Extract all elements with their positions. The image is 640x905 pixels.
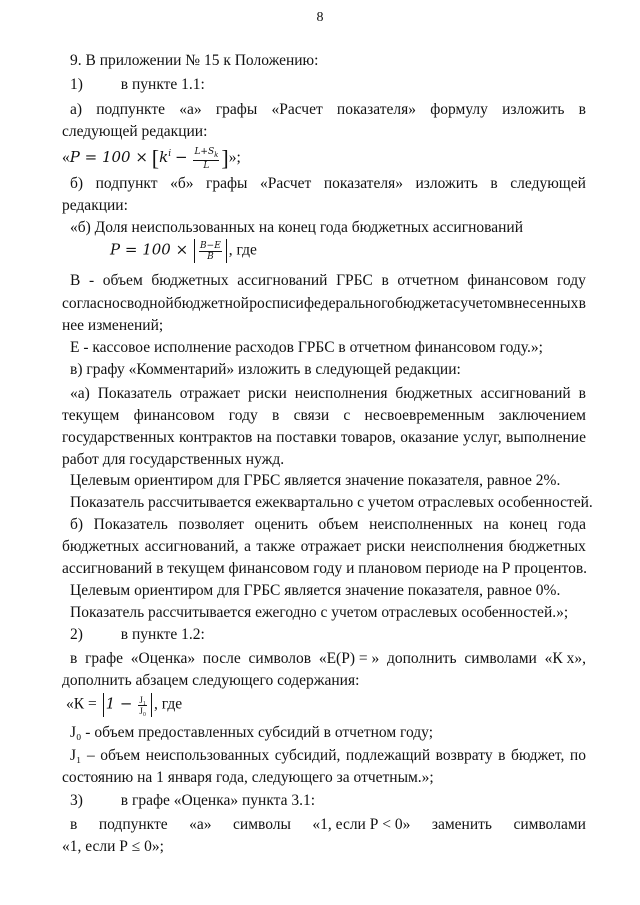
formula-1-close-bracket: ] (221, 145, 229, 171)
word: – (86, 747, 95, 764)
word: подлежащий (345, 747, 431, 764)
word: внесенных (506, 295, 579, 312)
formula-3-suffix: , где (154, 695, 183, 713)
word: росписи (249, 295, 304, 312)
word: году (228, 407, 258, 424)
comment-a-line-4: работ для государственных нужд. (62, 451, 285, 468)
word: по (569, 747, 586, 764)
definition-b-line (70, 271, 586, 291)
word: бюджета (395, 295, 453, 312)
formula-3-abs-left (103, 693, 104, 717)
word: в (578, 101, 586, 118)
word: с (453, 295, 460, 312)
replace-line-1 (70, 815, 586, 835)
word: «а» (179, 101, 202, 118)
formula-1-open-bracket: [ (151, 145, 160, 171)
word: бюджетных (151, 272, 229, 289)
word: «а) (70, 385, 90, 402)
formula-1-numerator-subscript: k (214, 150, 219, 159)
word: позволяет (178, 516, 244, 533)
word: отражает (179, 385, 241, 402)
word: ГРБС (336, 272, 373, 289)
item-2-number: 2) (70, 626, 83, 643)
word: году (556, 272, 586, 289)
word: в (271, 407, 280, 424)
comment-b-line-3: ассигнований в текущем финансовом году и плановом периоде на Р процентов. (62, 560, 588, 577)
word: услуг, (463, 429, 502, 446)
formula-2 (110, 239, 634, 267)
formula-1 (62, 144, 586, 172)
subitem-a-line (70, 100, 586, 120)
word: бюджетных (62, 538, 140, 555)
target-2-percent: Целевым ориентиром для ГРБС является значение показателя, равное 2%. (70, 472, 561, 489)
comment-a-line-1 (70, 384, 586, 404)
word: «Е(Р) = » (318, 650, 380, 667)
subitem-b-text: «б) Доля неиспользованных на конец года бюджетных ассигнований (70, 219, 524, 236)
word: отчетном (397, 272, 459, 289)
word: Показатель (93, 516, 168, 533)
formula-1-open-quote: « (62, 149, 70, 167)
calc-quarterly: Показатель рассчитывается ежеквартально с учетом отраслевых особенностей. (70, 494, 593, 511)
word: символы (233, 816, 291, 833)
word: а (244, 538, 251, 555)
word: изложить (415, 175, 478, 192)
item-1-line (70, 75, 594, 95)
word: также (256, 538, 296, 555)
word: изложить (502, 101, 565, 118)
word: «Расчет (260, 175, 312, 192)
word: неисполненных (369, 516, 473, 533)
word: «Расчет (271, 101, 323, 118)
item-3-number: 3) (70, 792, 83, 809)
word: государственных (62, 429, 175, 446)
word: символов (248, 650, 312, 667)
definition-j1-line-1 (70, 746, 586, 766)
subitem-b-line (70, 174, 586, 194)
word: «б» (170, 175, 194, 192)
word: после (202, 650, 241, 667)
word: Показатель (97, 385, 172, 402)
word: бюджетной (173, 295, 249, 312)
word: оценить (254, 516, 308, 533)
word: формулу (430, 101, 488, 118)
word: неисполнения (410, 538, 504, 555)
word: графы (215, 101, 258, 118)
word: ассигнований (237, 272, 328, 289)
word: показателя» (323, 175, 403, 192)
target-0-percent: Целевым ориентиром для ГРБС является значение показателя, равное 0%. (70, 582, 561, 599)
comment-b-line-1 (70, 515, 586, 535)
word: отражает (300, 538, 361, 555)
formula-3-numerator: J₁ (139, 694, 146, 705)
formula-2-suffix: , где (228, 241, 257, 259)
definition-j1-line-2: состоянию на 1 января года, следующего за отчетным.»; (62, 769, 434, 786)
word: с (343, 407, 351, 424)
word: контрактов (178, 429, 253, 446)
word: объем (100, 747, 141, 764)
formula-2-numerator: B−E (200, 240, 221, 251)
word: в (578, 295, 586, 312)
word: - (88, 272, 95, 289)
word: объем (318, 516, 359, 533)
word: связи (293, 407, 330, 424)
word: несвоевременным (364, 407, 485, 424)
word: финансовом (467, 272, 549, 289)
word: «а» (189, 816, 212, 833)
formula-1-suffix: »; (228, 149, 241, 167)
word: учетом (460, 295, 507, 312)
ocenka-line-2: дополнить абзацем следующего содержания: (62, 672, 360, 689)
formula-3-denominator: J₀ (139, 705, 146, 716)
word: в (381, 272, 389, 289)
word: в (498, 747, 506, 764)
word: ассигнований (480, 385, 571, 402)
subitem-a-cont: следующей редакции: (62, 123, 208, 140)
subitem-b-cont: редакции: (62, 197, 128, 214)
definition-b-line-3: нее изменений; (62, 317, 164, 334)
item-1-number: 1) (70, 76, 83, 93)
formula-1-denominator: L (203, 160, 210, 171)
word: символами (464, 650, 537, 667)
word: возврату (435, 747, 493, 764)
definition-j0: J₀ - объем предоставленных субсидий в отчетном году; (70, 724, 434, 741)
word: бюджетных (395, 385, 473, 402)
word: графы (206, 175, 248, 192)
replace-line-2: «1, если Р ≤ 0»; (62, 838, 164, 855)
word: объем (102, 272, 143, 289)
word: финансовом (133, 407, 215, 424)
word: б) (70, 516, 84, 533)
formula-1-numerator: L+S (194, 146, 215, 157)
comment-b-line-2 (62, 537, 586, 557)
word: в (70, 650, 78, 667)
comment-a-line-3 (62, 428, 586, 448)
word: сводной (120, 295, 174, 312)
definition-b-line-2 (62, 294, 586, 314)
word: заменить (431, 816, 492, 833)
word: риски (366, 538, 406, 555)
word: на (483, 516, 499, 533)
word: оказание (400, 429, 459, 446)
word: «1, если Р < 0» (312, 816, 411, 833)
word: «Оценка» (130, 650, 196, 667)
page-number: 8 (316, 10, 324, 25)
formula-3 (66, 693, 590, 721)
formula-2-lhs: P = 100 × (110, 240, 189, 259)
formula-2-abs-right (226, 239, 227, 263)
formula-2-fraction (199, 241, 222, 262)
word: конец (509, 516, 548, 533)
ocenka-line-1 (70, 649, 586, 669)
word: ассигнований, (144, 538, 239, 555)
word: следующей (510, 175, 586, 192)
word: подпункте (96, 101, 166, 118)
word: неисполнения (294, 385, 388, 402)
word: бюджет, (510, 747, 565, 764)
formula-1-k: k (159, 148, 169, 167)
formula-1-k-superscript: i (168, 149, 172, 159)
formula-3-fraction (138, 695, 147, 716)
word: в (490, 175, 498, 192)
formula-3-one-minus: 1 − (105, 694, 133, 713)
item-1-text: в пункте 1.1: (120, 76, 205, 93)
word: бюджетных (508, 538, 586, 555)
formula-1-fraction (193, 147, 219, 171)
word: дополнить (386, 650, 457, 667)
word: субсидий, (274, 747, 341, 764)
calc-yearly: Показатель рассчитывается ежегодно с учетом отраслевых особенностей.»; (70, 604, 569, 621)
word: на (256, 429, 272, 446)
word: J₁ (70, 747, 82, 764)
word: показателя» (336, 101, 417, 118)
word: символами (513, 816, 586, 833)
definition-e: Е - кассовое исполнение расходов ГРБС в отчетном финансовом году.»; (70, 339, 543, 356)
word: поставки (276, 429, 337, 446)
item-3-text: в графе «Оценка» пункта 3.1: (120, 792, 316, 809)
word: текущем (62, 407, 120, 424)
formula-2-denominator: B (207, 251, 214, 262)
word: федерального (303, 295, 395, 312)
word: выполнение (506, 429, 586, 446)
formula-1-minus: − (174, 148, 188, 167)
word: неиспользованных (145, 747, 270, 764)
subitem-v: в) графу «Комментарий» изложить в следующей редакции: (70, 361, 461, 378)
formula-3-lhs: «К = (66, 695, 97, 713)
word: «К х», (544, 650, 586, 667)
item-3-line (70, 791, 594, 811)
item-2-line (70, 625, 594, 645)
word: риски (248, 385, 287, 402)
word: подпункт (95, 175, 158, 192)
word: а) (70, 101, 83, 118)
formula-3-abs-right (151, 693, 152, 717)
word: в (70, 816, 78, 833)
paragraph-9: 9. В приложении № 15 к Положению: (70, 52, 319, 69)
word: подпункте (98, 816, 168, 833)
word: товаров, (340, 429, 396, 446)
word: года (557, 516, 586, 533)
word: В (70, 272, 81, 289)
formula-1-lhs: P = 100 × (69, 148, 148, 167)
word: б) (70, 175, 84, 192)
word: заключением (498, 407, 586, 424)
word: в (578, 385, 586, 402)
word: согласно (62, 295, 120, 312)
comment-a-line-2 (62, 406, 586, 426)
formula-2-abs-left (194, 239, 195, 263)
word: графе (85, 650, 123, 667)
item-2-text: в пункте 1.2: (120, 626, 205, 643)
